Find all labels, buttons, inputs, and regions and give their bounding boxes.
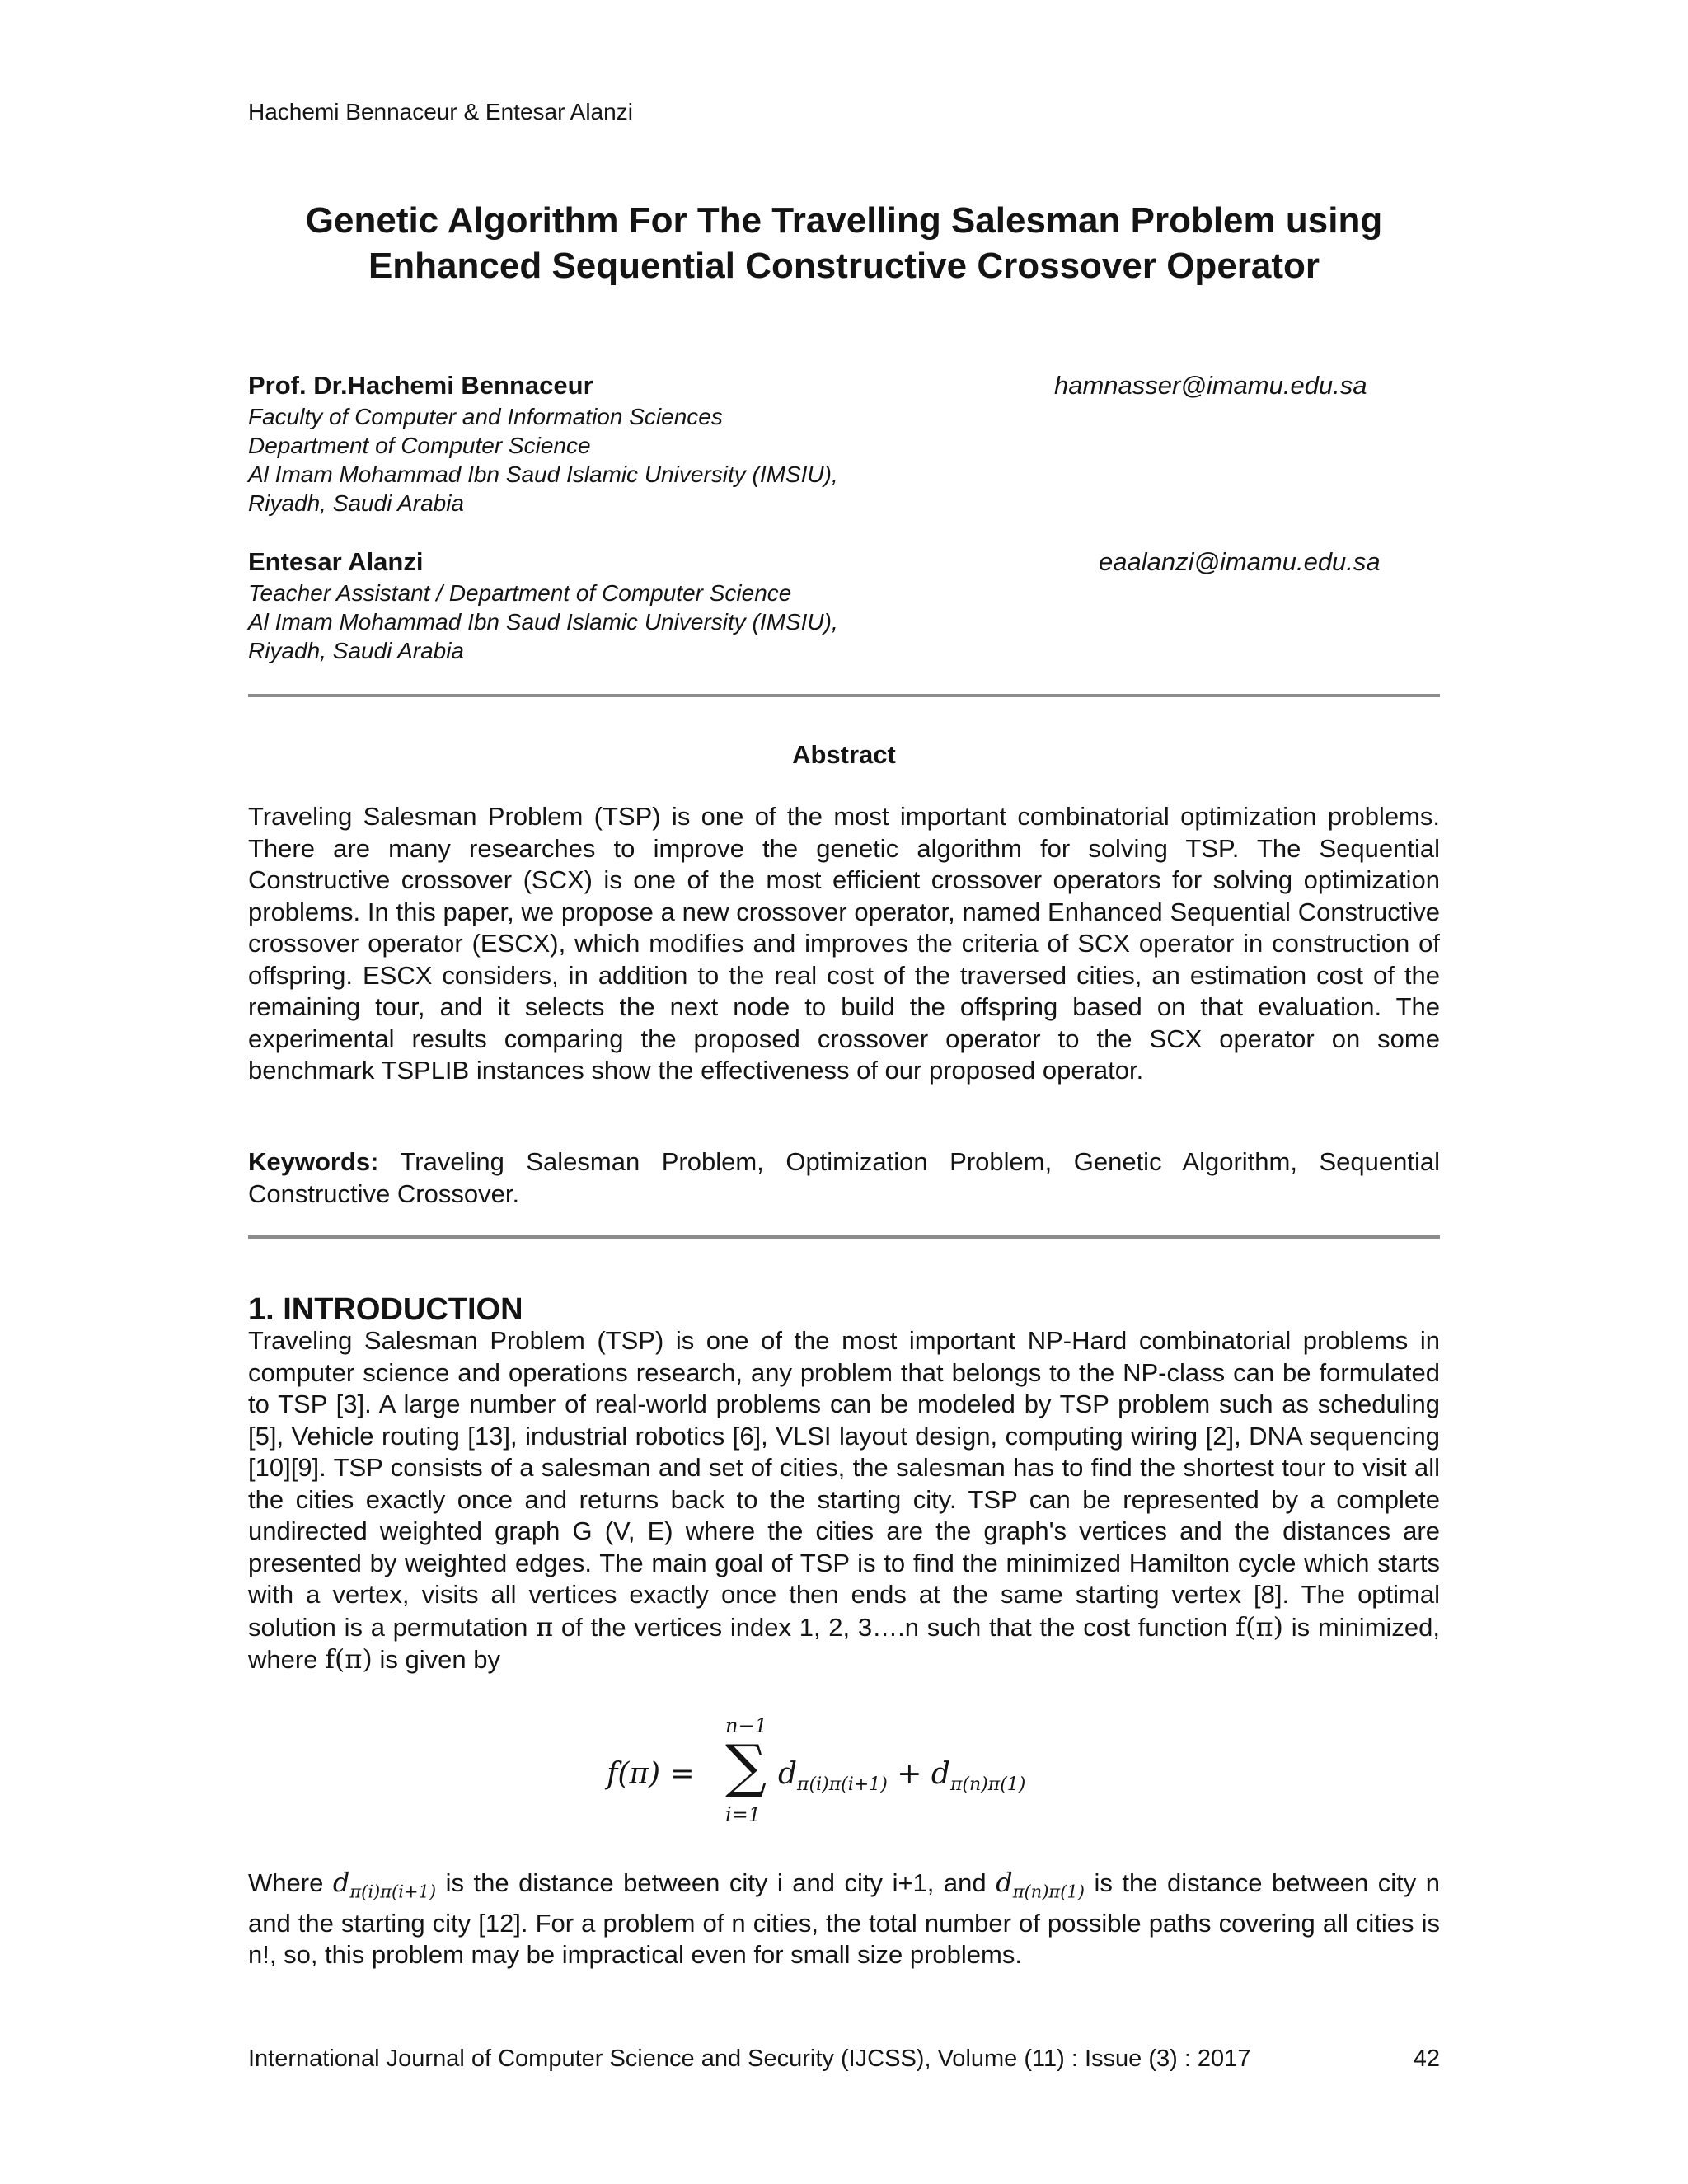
intro-text: is the distance between city i and city i+1, and <box>445 1868 987 1897</box>
page-number: 42 <box>1413 2046 1440 2072</box>
intro-text: Where <box>248 1868 324 1897</box>
affiliation-line: Al Imam Mohammad Ibn Saud Islamic University (IMSIU), <box>248 609 838 635</box>
intro-text: is given by <box>379 1645 500 1674</box>
running-head: Hachemi Bennaceur & Entesar Alanzi <box>248 99 633 124</box>
sum-lower-bound: i=1 <box>725 1803 762 1826</box>
cost-function-symbol: f(π) <box>325 1643 373 1675</box>
divider-rule-bottom <box>248 1235 1440 1239</box>
journal-citation: International Journal of Computer Science and Security (IJCSS), Volume (11) : Issue (3) : 2017 <box>248 2046 1251 2072</box>
author-email: hamnasser@imamu.edu.sa <box>1054 371 1367 400</box>
cost-function-equation <box>602 1714 1179 1846</box>
intro-text: of the vertices index 1, 2, 3….n such that the cost function <box>560 1612 1228 1642</box>
title-line-1: Genetic Algorithm For The Travelling Salesman Problem using <box>305 200 1383 241</box>
keywords-label: Keywords: <box>248 1147 379 1176</box>
equation-rhs: $d_{\pi(i)\pi(i+1)} + d_{\pi(n)\pi(1)}$ <box>778 1757 1026 1796</box>
cost-function-symbol: f(π) <box>1236 1610 1283 1643</box>
pi-symbol: π <box>536 1610 554 1643</box>
intro-text: Traveling Salesman Problem (TSP) is one of the most important NP-Hard combinatorial problems in computer science and operations research, any problem that belongs to the NP-class can be formulated to TSP [3]. A large number of real-world problems can be modeled by TSP problem such as scheduling [5], Vehicle routing [13], industrial robotics [6], VLSI layout design, computing wiring [2], DNA sequencing [10][9]. TSP consists of a salesman and set of cities, the salesman has to find the shortest tour to visit all the cities exactly once and returns back to the starting city. TSP can be represented by a complete undirected weighted graph G (V, E) where the cities are the graph's vertices and the distances are presented by weighted edges. The main goal of TSP is to find the minimized Hamilton cycle which starts with a vertex, visits all vertices exactly once then ends at the same starting vertex [8]. The optimal solution is a permutation <box>248 1326 1440 1642</box>
paper-title <box>165 198 1523 288</box>
divider-rule-top <box>248 694 1440 697</box>
affiliation-line: Riyadh, Saudi Arabia <box>248 638 465 663</box>
intro-text: is minimized, where <box>248 1612 1440 1674</box>
equation-lhs: f(π) = <box>607 1757 695 1791</box>
intro-paragraph-1 <box>248 1325 1440 1676</box>
keywords <box>248 1146 1440 1210</box>
author-name: Prof. Dr.Hachemi Bennaceur <box>248 371 593 400</box>
section-heading: 1. INTRODUCTION <box>248 1292 523 1327</box>
affiliation-line: Department of Computer Science <box>248 433 591 458</box>
author-name: Entesar Alanzi <box>248 547 424 576</box>
affiliation-line: Faculty of Computer and Information Sciences <box>248 404 723 429</box>
page-footer <box>248 2046 1440 2073</box>
sum-upper-bound: n−1 <box>725 1714 767 1737</box>
author-email: eaalanzi@imamu.edu.sa <box>1099 547 1381 576</box>
abstract-text: Traveling Salesman Problem (TSP) is one of the most important combinatorial optimization problems. There are many researches to improve the genetic algorithm for solving TSP. The Sequential Constructive crossover (SCX) is one of the most efficient crossover operators for solving optimization problems. In this paper, we propose a new crossover operator, named Enhanced Sequential Constructive crossover operator (ESCX), which modifies and improves the criteria of SCX operator in construction of offspring. ESCX considers, in addition to the real cost of the traversed cities, an estimation cost of the remaining tour, and it selects the next node to build the offspring based on that evaluation. The experimental results comparing the proposed crossover operator to the SCX operator on some benchmark TSPLIB instances show the effectiveness of our proposed operator. <box>248 802 1440 1085</box>
author-block-2 <box>248 546 1440 665</box>
affiliation-line: Al Imam Mohammad Ibn Saud Islamic University (IMSIU), <box>248 462 838 487</box>
distance-symbol: $d_{\pi(n)\pi(1)}$ <box>996 1867 1085 1902</box>
intro-paragraph-2 <box>248 1867 1440 1971</box>
summation-symbol: ∑ <box>725 1732 767 1800</box>
intro-text: is the distance between city n and the starting city [12]. For a problem of n cities, the total number of possible paths covering all cities is n!, so, this problem may be impractical even for small size problems. <box>248 1868 1440 1970</box>
author-block-1 <box>248 369 1440 518</box>
title-line-2: Enhanced Sequential Constructive Crossover Operator <box>368 246 1320 286</box>
keywords-text: Traveling Salesman Problem, Optimization Problem, Genetic Algorithm, Sequential Constructive Crossover. <box>248 1147 1440 1208</box>
abstract-heading: Abstract <box>792 740 896 769</box>
distance-symbol: $d_{\pi(i)\pi(i+1)}$ <box>332 1867 437 1902</box>
affiliation-line: Teacher Assistant / Department of Computer Science <box>248 580 792 606</box>
affiliation-line: Riyadh, Saudi Arabia <box>248 490 465 516</box>
